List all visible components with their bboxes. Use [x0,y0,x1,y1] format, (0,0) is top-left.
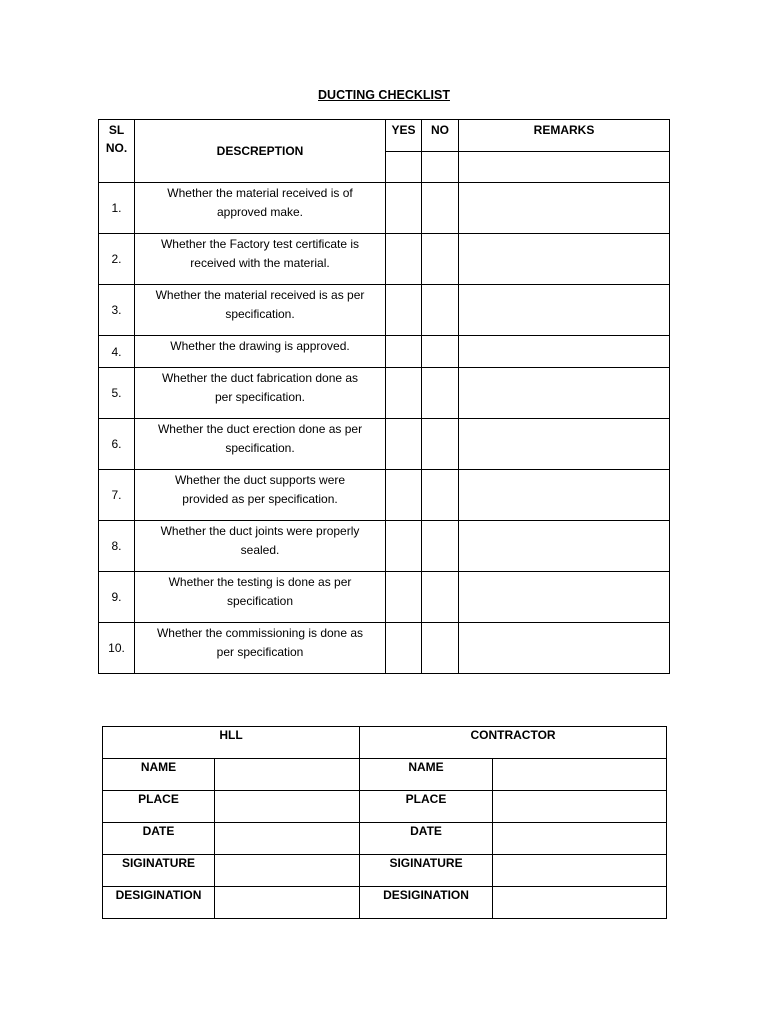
yes-cell[interactable] [386,419,422,470]
signoff-header-row [103,727,667,759]
description-line1: Whether the material received is of [167,186,353,200]
yes-cell[interactable] [386,470,422,521]
no-cell[interactable] [422,336,459,368]
hll-date-field[interactable] [215,823,360,855]
description-line1: Whether the duct joints were properly [160,524,360,538]
hll-date-label: DATE [103,823,215,855]
hll-name-field[interactable] [215,759,360,791]
remarks-cell[interactable] [459,572,670,623]
checklist-body [99,183,670,674]
yes-cell[interactable] [386,234,422,285]
sl-number: 8. [99,521,135,572]
description-cell [135,368,386,419]
description-line2: per specification [216,645,304,659]
remarks-header: REMARKS [459,120,670,152]
description-cell [135,572,386,623]
contractor-date-field[interactable] [493,823,667,855]
contractor-header: CONTRACTOR [360,727,667,759]
checklist-row [99,521,670,572]
hll-desigination-field[interactable] [215,887,360,919]
no-cell[interactable] [422,234,459,285]
description-line1: Whether the duct erection done as per [157,422,363,436]
contractor-name-field[interactable] [493,759,667,791]
sl-number: 2. [99,234,135,285]
sl-number: 3. [99,285,135,336]
sl-number: 7. [99,470,135,521]
description-cell [135,234,386,285]
sl-number: 9. [99,572,135,623]
signoff-row [103,887,667,919]
no-cell[interactable] [422,572,459,623]
hll-siginature-field[interactable] [215,855,360,887]
signoff-row [103,855,667,887]
sl-number: 5. [99,368,135,419]
no-cell[interactable] [422,521,459,572]
sl-number: 6. [99,419,135,470]
checklist-table [98,119,670,674]
description-line2: specification. [225,307,295,321]
no-cell[interactable] [422,470,459,521]
description-line1: Whether the duct supports were [174,473,346,487]
contractor-name-label: NAME [360,759,493,791]
contractor-date-label: DATE [360,823,493,855]
contractor-place-label: PLACE [360,791,493,823]
description-line1: Whether the testing is done as per [168,575,352,589]
description-line1: Whether the material received is as per [155,288,365,302]
no-header: NO [422,120,459,152]
yes-cell[interactable] [386,572,422,623]
contractor-siginature-label: SIGINATURE [360,855,493,887]
signoff-row [103,791,667,823]
hll-name-label: NAME [103,759,215,791]
description-line2: received with the material. [190,256,330,270]
remarks-cell[interactable] [459,419,670,470]
no-header-blank-cell [422,152,459,183]
no-cell[interactable] [422,623,459,674]
signoff-row [103,823,667,855]
description-line2: specification [226,594,294,608]
hll-header: HLL [103,727,360,759]
signoff-body [103,759,667,919]
sl-number: 4. [99,336,135,368]
yes-cell[interactable] [386,368,422,419]
yes-header: YES [386,120,422,152]
sl-number: 10. [99,623,135,674]
hll-siginature-label: SIGINATURE [103,855,215,887]
checklist-row [99,336,670,368]
description-line1: Whether the commissioning is done as [156,626,364,640]
contractor-desigination-label: DESIGINATION [360,887,493,919]
checklist-row [99,419,670,470]
checklist-row [99,368,670,419]
yes-header-blank-cell [386,152,422,183]
description-header: DESCREPTION [135,120,386,183]
description-cell [135,336,386,368]
description-cell [135,183,386,234]
yes-cell[interactable] [386,183,422,234]
remarks-cell[interactable] [459,183,670,234]
description-line2: specification. [225,441,295,455]
remarks-cell[interactable] [459,285,670,336]
contractor-desigination-field[interactable] [493,887,667,919]
checklist-row [99,183,670,234]
remarks-cell[interactable] [459,623,670,674]
description-line1: Whether the drawing is approved. [170,339,350,353]
hll-place-label: PLACE [103,791,215,823]
remarks-cell[interactable] [459,368,670,419]
description-line2: provided as per specification. [182,492,338,506]
yes-cell[interactable] [386,336,422,368]
no-cell[interactable] [422,285,459,336]
description-line2: sealed. [240,543,280,557]
description-cell [135,470,386,521]
remarks-cell[interactable] [459,521,670,572]
description-cell [135,285,386,336]
remarks-cell[interactable] [459,336,670,368]
sl-header-line1: SL [108,123,125,137]
yes-cell[interactable] [386,285,422,336]
remarks-header-blank-cell [459,152,670,183]
description-line2: per specification. [214,390,306,404]
yes-cell[interactable] [386,623,422,674]
description-line1: Whether the Factory test certificate is [160,237,360,251]
sl-no-header [99,120,135,183]
contractor-siginature-field[interactable] [493,855,667,887]
sl-number: 1. [99,183,135,234]
checklist-row [99,572,670,623]
checklist-row [99,623,670,674]
no-cell[interactable] [422,183,459,234]
signoff-table [102,726,667,919]
signoff-row [103,759,667,791]
description-cell [135,623,386,674]
description-line2: approved make. [216,205,304,219]
hll-place-field[interactable] [215,791,360,823]
description-line1: Whether the duct fabrication done as [161,371,359,385]
hll-desigination-label: DESIGINATION [103,887,215,919]
description-cell [135,419,386,470]
remarks-cell[interactable] [459,470,670,521]
page-title: DUCTING CHECKLIST [318,88,450,102]
no-cell[interactable] [422,368,459,419]
sl-header-line2: NO. [105,141,128,155]
yes-cell[interactable] [386,521,422,572]
checklist-header-row [99,120,670,152]
checklist-row [99,470,670,521]
contractor-place-field[interactable] [493,791,667,823]
checklist-row [99,285,670,336]
checklist-row [99,234,670,285]
no-cell[interactable] [422,419,459,470]
remarks-cell[interactable] [459,234,670,285]
description-cell [135,521,386,572]
